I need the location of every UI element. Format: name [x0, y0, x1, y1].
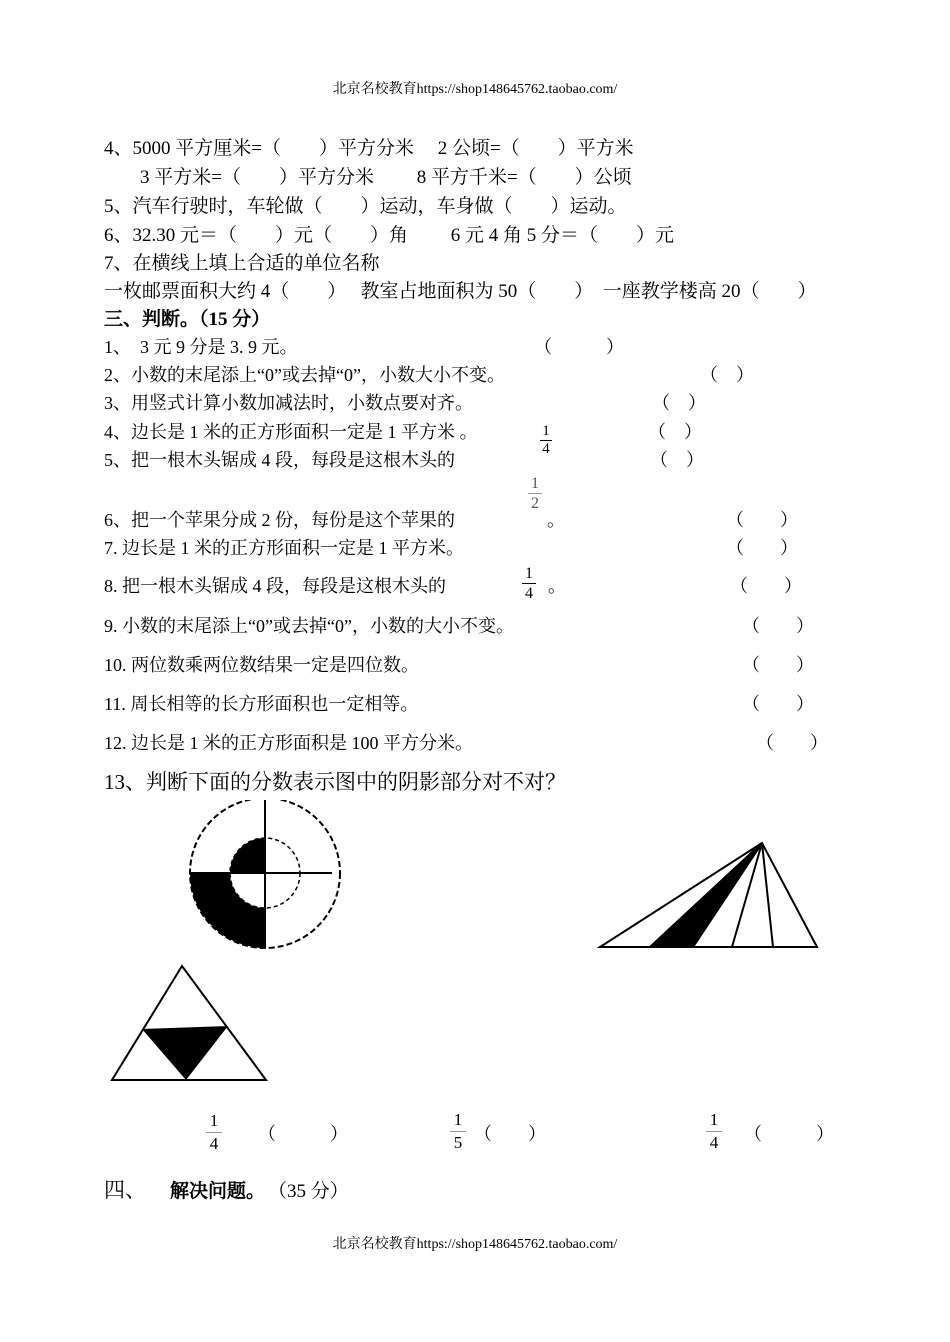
fraction-one-quarter	[522, 565, 536, 602]
judge-item-7-paren: （ ）	[726, 538, 798, 558]
judge-item-12: 12. 边长是 1 米的正方形面积是 100 平方分米。	[104, 733, 473, 753]
judge-item-4: 4、边长是 1 米的正方形面积一定是 1 平方米 。	[104, 422, 478, 442]
judge-item-1-paren: （ ）	[534, 337, 624, 357]
fraction-numerator: 1	[453, 1110, 463, 1129]
fraction-one-half	[528, 475, 542, 512]
fraction-denominator: 4	[709, 1133, 719, 1152]
fan-triangle-figure	[595, 838, 825, 952]
judge-item-3: 3、用竖式计算小数加减法时，小数点要对齐。	[104, 393, 473, 413]
fraction-denominator: 4	[525, 585, 533, 602]
judge-item-11-paren: （ ）	[742, 694, 814, 714]
question-7: 7、在横线上填上合适的单位名称	[104, 253, 380, 274]
figure-a-answer-paren: （ ）	[258, 1124, 348, 1144]
judge-item-5-paren: （ ）	[650, 450, 704, 470]
judge-item-6-suffix: 。	[547, 510, 565, 530]
section-4-number: 四、	[104, 1178, 146, 1202]
fan-triangle-shapes	[600, 843, 817, 947]
circle-figure	[180, 800, 350, 950]
fraction-denominator: 5	[453, 1133, 463, 1152]
fraction-numerator: 1	[531, 475, 539, 492]
fraction-numerator: 1	[209, 1111, 219, 1130]
judge-item-3-paren: （ ）	[652, 393, 706, 413]
judge-item-4-paren: （ ）	[648, 422, 702, 442]
judge-item-2-paren: （ ）	[700, 365, 754, 385]
judge-item-8: 8. 把一根木头锯成 4 段，每段是这根木头的	[104, 576, 446, 596]
figure-b-fraction	[450, 1110, 466, 1153]
question-4b: 3 平方米=（ ）平方分米 8 平方千米=（ ）公顷	[140, 167, 632, 188]
fraction-numerator: 1	[542, 423, 550, 439]
judge-item-5: 5、把一根木头锯成 4 段，每段是这根木头的	[104, 450, 455, 470]
triangle-figure	[108, 962, 272, 1084]
fraction-denominator: 4	[542, 441, 550, 457]
fraction-denominator: 4	[209, 1134, 219, 1153]
triangle-figure-shapes	[112, 966, 266, 1080]
figure-c-fraction	[706, 1110, 722, 1153]
figure-b-answer-paren: （ ）	[474, 1124, 546, 1144]
judge-item-12-paren: （ ）	[756, 733, 828, 753]
judge-item-9-paren: （ ）	[742, 616, 814, 636]
question-7-units: 一枚邮票面积大约 4（ ） 教室占地面积为 50（ ） 一座教学楼高 20（ ）	[104, 281, 817, 302]
fraction-inline	[540, 424, 552, 457]
figure-c-answer-paren: （ ）	[744, 1124, 834, 1144]
circle-figure-shapes	[190, 800, 340, 948]
judge-item-2: 2、小数的末尾添上“0”或去掉“0”，小数大小不变。	[104, 365, 505, 385]
section-4-title: 解决问题。	[170, 1181, 266, 1202]
judge-item-6: 6、把一个苹果分成 2 份，每份是这个苹果的	[104, 510, 455, 530]
page-header: 北京名校教育https://shop148645762.taobao.com/	[332, 82, 618, 97]
fraction-denominator: 2	[531, 495, 539, 512]
question-6: 6、32.30 元＝（ ）元（ ）角 6 元 4 角 5 分＝（ ）元	[104, 225, 675, 246]
judge-item-9: 9. 小数的末尾添上“0”或去掉“0”，小数的大小不变。	[104, 616, 514, 636]
question-5: 5、汽车行驶时，车轮做（ ）运动，车身做（ ）运动。	[104, 196, 627, 217]
figure-a-fraction	[206, 1111, 222, 1154]
judge-item-10-paren: （ ）	[742, 655, 814, 675]
page-footer: 北京名校教育https://shop148645762.taobao.com/	[332, 1237, 618, 1252]
fraction-numerator: 1	[525, 565, 533, 582]
fraction-numerator: 1	[709, 1110, 719, 1129]
judge-item-11: 11. 周长相等的长方形面积也一定相等。	[104, 694, 419, 714]
section-4-points: （35 分）	[268, 1181, 349, 1202]
question-4a: 4、5000 平方厘米=（ ）平方分米 2 公顷=（ ）平方米	[104, 138, 634, 159]
judge-item-6-paren: （ ）	[726, 510, 798, 530]
judge-item-8-suffix: 。	[548, 576, 566, 596]
question-13: 13、判断下面的分数表示图中的阴影部分对不对？	[104, 770, 566, 794]
judge-item-10: 10. 两位数乘两位数结果一定是四位数。	[104, 655, 419, 675]
judge-item-8-paren: （ ）	[730, 576, 802, 596]
section-3-heading: 三、判断。（15 分）	[104, 309, 271, 330]
judge-item-1: 1、 3 元 9 分是 3. 9 元。	[104, 337, 298, 357]
judge-item-7: 7. 边长是 1 米的正方形面积一定是 1 平方米。	[104, 538, 464, 558]
